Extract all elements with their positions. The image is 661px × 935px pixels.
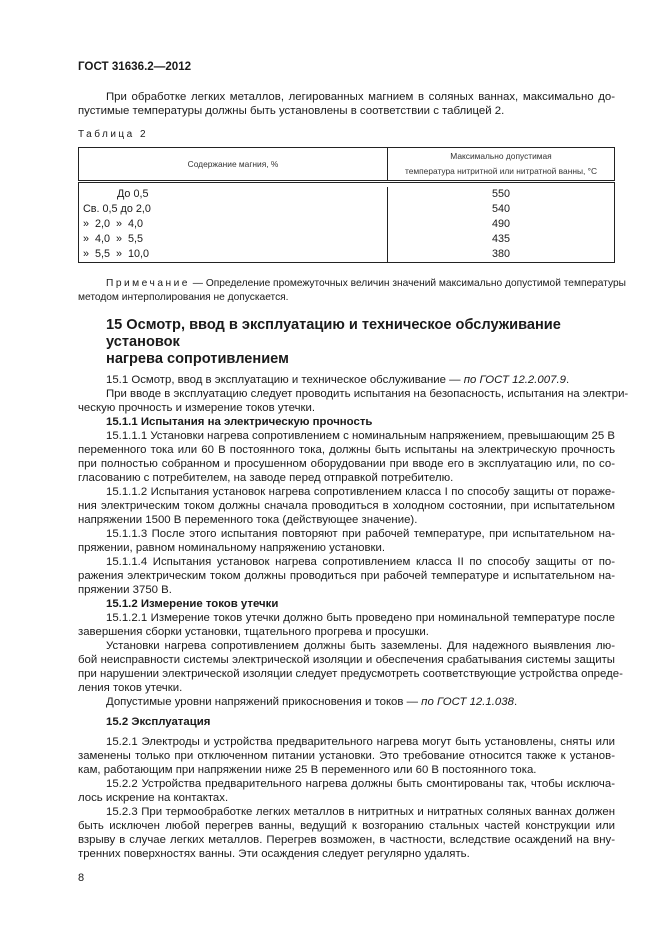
line-text: переменного тока или 60 В постоянного тока, должны быть испытаны на электрическую прочность (78, 444, 615, 456)
paragraph (78, 555, 615, 597)
line-text: 15.1.2 Измерение токов утечки (106, 598, 279, 610)
text-line (78, 471, 615, 485)
text-line (78, 485, 615, 499)
line-text: ражения электрическим током должны проводиться при рабочей температуре и испытательном на- (78, 570, 615, 582)
line-text: пряжении 3750 В. (78, 584, 172, 596)
line-text: 15.2.3 При термообработке легких металлов в нитритных и нитратных соляных ваннах должен (106, 806, 615, 818)
text-line (78, 443, 615, 457)
text-line (78, 791, 615, 805)
cell-temperature: 380 (388, 247, 615, 263)
line-text: взрыву в случае легких металлов. Перегрев возможен, в частности, вследствие осаждений на вну- (78, 834, 615, 846)
cell-magnesium: » 2,0 » 4,0 (79, 217, 388, 232)
section-title: 15 Осмотр, ввод в эксплуатацию и техническое обслуживание установок (106, 317, 561, 350)
text-line (78, 401, 615, 415)
intro-line: При обработке легких металлов, легированных магнием в соляных ваннах, максимально до- (106, 91, 615, 103)
text-line (78, 387, 629, 401)
paragraph (78, 695, 615, 709)
subsection-heading (78, 415, 615, 429)
line-text: . (513, 696, 518, 708)
text-line (78, 681, 615, 695)
document-header: ГОСТ 31636.2—2012 (78, 60, 192, 73)
line-text: напряжении 1500 В переменного тока (действующее значение). (78, 514, 418, 526)
paragraph (78, 387, 629, 415)
line-text: ческую прочность и измерение токов утечки. (78, 402, 316, 414)
line-text: 15.1.1.1 Установки нагрева сопротивлением с номинальным напряжением, превышающим 25 В (106, 430, 615, 442)
text-line (78, 833, 615, 847)
line-text: при нарушении электрической изоляции следует предусмотреть соответствующие устройства опреде- (78, 668, 623, 680)
cell-magnesium: Св. 0,5 до 2,0 (79, 202, 388, 217)
text-line (78, 541, 615, 555)
header-line: Максимально допустимая (450, 151, 552, 161)
magnesium-table (78, 147, 615, 263)
text-line (78, 639, 615, 653)
line-text: 15.1 Осмотр, ввод в эксплуатацию и техническое обслуживание — (106, 374, 464, 386)
text-line (78, 847, 615, 861)
text-line (78, 555, 615, 569)
page-number: 8 (78, 872, 85, 884)
text-line (78, 457, 615, 471)
standard-reference: по ГОСТ 12.2.007.9 (463, 374, 566, 386)
text-line (78, 611, 615, 625)
section-title: нагрева сопротивлением (106, 351, 289, 367)
text-line (78, 763, 615, 777)
cell-temperature: 540 (388, 202, 615, 217)
line-text: 15.2.2 Устройства предварительного нагрева должны быть смонтированы так, чтобы исключа- (106, 778, 615, 790)
subsection-heading (78, 597, 615, 611)
table-row (79, 202, 615, 217)
line-text: 15.1.1.2 Испытания установок нагрева сопротивлением класса I по способу защиты от пораже- (106, 486, 615, 498)
line-text: пряжении, равном номинальному напряжению установки. (78, 542, 386, 554)
document-page (78, 0, 629, 885)
table-note-line: методом интерполирования не допускается. (78, 292, 289, 303)
cell-magnesium: » 5,5 » 10,0 (79, 247, 388, 263)
paragraph (78, 611, 615, 639)
line-text: Установки нагрева сопротивлением должны быть заземлены. Для надежного выявления лю- (106, 640, 615, 652)
text-line (78, 415, 615, 429)
paragraph (78, 777, 615, 805)
line-text: 15.2 Эксплуатация (106, 716, 211, 728)
line-text: 15.1.1.4 Испытания установок нагрева сопротивлением класса II по способу защиты от по- (106, 556, 615, 568)
text-line (78, 429, 615, 443)
table-note (78, 277, 626, 291)
table-row (79, 232, 615, 247)
table-row (79, 187, 615, 202)
standard-reference: по ГОСТ 12.1.038 (421, 696, 514, 708)
cell-temperature: 550 (388, 187, 615, 202)
line-text: ния электрическим током должны сначала проводиться в холодном состоянии, при испытательном (78, 500, 615, 512)
table-row (79, 217, 615, 232)
line-text: бой неисправности системы электрической изоляции и обеспечения срабатывания системы защиты (78, 654, 615, 666)
line-text: тренних поверхностях ванны. Эти осаждения следует регулярно удалять. (78, 848, 470, 860)
text-line (78, 625, 615, 639)
text-line (78, 695, 615, 709)
line-text: гласованию с потребителем, на заводе перед отправкой потребителю. (78, 472, 454, 484)
line-text: 15.1.1.3 После этого испытания повторяют при рабочей температуре, при испытательном на- (106, 528, 615, 540)
line-text: кам, работающим при напряжении ниже 25 В переменного или 60 В постоянного тока. (78, 764, 537, 776)
table-row (79, 247, 615, 263)
line-text: . (565, 374, 570, 386)
text-line (78, 777, 615, 791)
text-line (78, 715, 615, 729)
line-text: 15.1.2.1 Измерение токов утечки должно быть проведено при номинальной температуре после (106, 612, 615, 624)
text-line (78, 805, 615, 819)
text-line (78, 653, 615, 667)
text-line (78, 749, 615, 763)
note-text: — Определение промежуточных величин значений максимально допустимой температуры (189, 278, 626, 289)
text-line (78, 527, 615, 541)
text-line (78, 597, 615, 611)
text-line (78, 819, 615, 833)
line-text: быть исключен любой перегрев ванны, ведущий к возгоранию стальных частей конструкции или (78, 820, 615, 832)
cell-temperature: 490 (388, 217, 615, 232)
text-line (78, 583, 615, 597)
paragraph (78, 429, 615, 485)
cell-magnesium: До 0,5 (79, 187, 388, 202)
paragraph (78, 639, 623, 695)
line-text: Допустимые уровни напряжений прикосновения и токов — (106, 696, 422, 708)
line-text: 15.1.1 Испытания на электрическую прочность (106, 416, 373, 428)
cell-temperature: 435 (388, 232, 615, 247)
note-label: Примечание (106, 278, 190, 289)
subsection-heading (78, 715, 615, 729)
text-line (78, 513, 615, 527)
text-line (78, 735, 615, 749)
line-text: заменены только при отключенном питании установки. Это требование относится также к установ- (78, 750, 615, 762)
header-line: температура нитритной или нитратной ванны, °С (404, 166, 598, 176)
line-text: ления токов утечки. (78, 682, 183, 694)
line-text: При вводе в эксплуатацию следует проводить испытания на безопасность, испытания на электри- (106, 388, 629, 400)
line-text: 15.2.1 Электроды и устройства предварительного нагрева могут быть установлены, сняты или (106, 736, 615, 748)
paragraph (78, 485, 615, 527)
cell-magnesium: » 4,0 » 5,5 (79, 232, 388, 247)
paragraph (78, 373, 615, 387)
paragraph (78, 527, 615, 555)
intro-line: пустимые температуры должны быть установлены в соответствии с таблицей 2. (78, 105, 505, 117)
text-line (78, 569, 615, 583)
table-header-temperature (388, 148, 615, 182)
table-caption: Таблица 2 (78, 129, 149, 140)
table-header-magnesium: Содержание магния, % (79, 148, 388, 182)
line-text: завершения сборки установки, тщательного прогрева и просушки. (78, 626, 429, 638)
line-text: лось искрение на контактах. (78, 792, 229, 804)
paragraph (78, 805, 615, 861)
text-line (78, 667, 623, 681)
paragraph (78, 735, 615, 777)
line-text: при полностью собранном и просушенном оборудовании при вводе его в эксплуатацию или, по со- (78, 458, 615, 470)
text-line (78, 373, 615, 387)
text-line (78, 499, 615, 513)
section-body (78, 373, 629, 861)
